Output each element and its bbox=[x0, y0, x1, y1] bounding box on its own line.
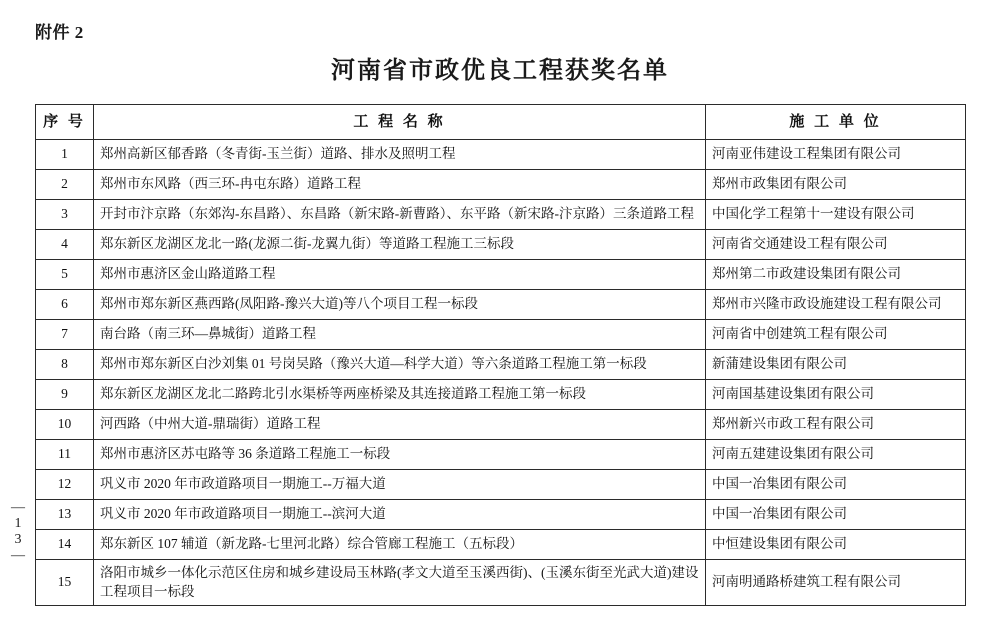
cell-project-name: 郑东新区龙湖区龙北二路跨北引水渠桥等两座桥梁及其连接道路工程施工第一标段 bbox=[94, 380, 706, 410]
table-row bbox=[36, 260, 966, 290]
cell-no: 11 bbox=[36, 440, 94, 470]
cell-construction-unit: 中恒建设集团有限公司 bbox=[706, 530, 966, 560]
cell-construction-unit: 中国一冶集团有限公司 bbox=[706, 470, 966, 500]
cell-no: 9 bbox=[36, 380, 94, 410]
table-row bbox=[36, 410, 966, 440]
page-number-char-3: — bbox=[11, 548, 25, 564]
cell-project-name: 郑州市东风路（西三环-冉屯东路）道路工程 bbox=[94, 170, 706, 200]
cell-no: 1 bbox=[36, 140, 94, 170]
page-number-char-2: 3 bbox=[14, 532, 22, 548]
cell-project-name: 巩义市 2020 年市政道路项目一期施工--万福大道 bbox=[94, 470, 706, 500]
cell-construction-unit: 河南亚伟建设工程集团有限公司 bbox=[706, 140, 966, 170]
cell-no: 14 bbox=[36, 530, 94, 560]
cell-construction-unit: 中国化学工程第十一建设有限公司 bbox=[706, 200, 966, 230]
column-header-project-name: 工 程 名 称 bbox=[94, 105, 706, 140]
cell-project-name: 郑州市惠济区苏屯路等 36 条道路工程施工一标段 bbox=[94, 440, 706, 470]
table-row bbox=[36, 380, 966, 410]
table-row bbox=[36, 470, 966, 500]
table-row bbox=[36, 320, 966, 350]
cell-construction-unit: 郑州市政集团有限公司 bbox=[706, 170, 966, 200]
cell-construction-unit: 河南省交通建设工程有限公司 bbox=[706, 230, 966, 260]
cell-no: 13 bbox=[36, 500, 94, 530]
column-header-no: 序 号 bbox=[36, 105, 94, 140]
cell-construction-unit: 中国一冶集团有限公司 bbox=[706, 500, 966, 530]
cell-project-name: 洛阳市城乡一体化示范区住房和城乡建设局玉林路(孝文大道至玉溪西街)、(玉溪东街至光武大道)建设工程项目一标段 bbox=[94, 560, 706, 606]
cell-project-name: 郑东新区龙湖区龙北一路(龙源二街-龙翼九街）等道路工程施工三标段 bbox=[94, 230, 706, 260]
table-row bbox=[36, 500, 966, 530]
cell-no: 12 bbox=[36, 470, 94, 500]
award-list-table bbox=[35, 104, 966, 606]
cell-no: 7 bbox=[36, 320, 94, 350]
cell-no: 2 bbox=[36, 170, 94, 200]
cell-construction-unit: 郑州市兴隆市政设施建设工程有限公司 bbox=[706, 290, 966, 320]
cell-construction-unit: 河南明通路桥建筑工程有限公司 bbox=[706, 560, 966, 606]
column-header-construction-unit: 施 工 单 位 bbox=[706, 105, 966, 140]
page-number-char-1: 1 bbox=[14, 516, 22, 532]
attachment-label: 附件 2 bbox=[35, 23, 84, 42]
cell-construction-unit: 新蒲建设集团有限公司 bbox=[706, 350, 966, 380]
cell-project-name: 南台路（南三环—鼻城街）道路工程 bbox=[94, 320, 706, 350]
page-title: 河南省市政优良工程获奖名单 bbox=[331, 58, 669, 84]
side-page-number bbox=[6, 500, 30, 564]
cell-construction-unit: 郑州第二市政建设集团有限公司 bbox=[706, 260, 966, 290]
table-row bbox=[36, 530, 966, 560]
cell-construction-unit: 河南省中创建筑工程有限公司 bbox=[706, 320, 966, 350]
table-row bbox=[36, 230, 966, 260]
table-header-row bbox=[36, 105, 966, 140]
cell-no: 10 bbox=[36, 410, 94, 440]
cell-no: 6 bbox=[36, 290, 94, 320]
cell-project-name: 郑州市郑东新区燕西路(凤阳路-豫兴大道)等八个项目工程一标段 bbox=[94, 290, 706, 320]
cell-project-name: 河西路（中州大道-鼎瑞街）道路工程 bbox=[94, 410, 706, 440]
cell-project-name: 郑州市郑东新区白沙刘集 01 号岗吴路（豫兴大道—科学大道）等六条道路工程施工第一标段 bbox=[94, 350, 706, 380]
cell-construction-unit: 郑州新兴市政工程有限公司 bbox=[706, 410, 966, 440]
cell-project-name: 巩义市 2020 年市政道路项目一期施工--滨河大道 bbox=[94, 500, 706, 530]
cell-no: 5 bbox=[36, 260, 94, 290]
cell-no: 15 bbox=[36, 560, 94, 606]
table-row bbox=[36, 350, 966, 380]
cell-project-name: 开封市汴京路（东郊沟-东昌路）、东昌路（新宋路-新曹路）、东平路（新宋路-汴京路）三条道路工程 bbox=[94, 200, 706, 230]
cell-no: 4 bbox=[36, 230, 94, 260]
table-row bbox=[36, 170, 966, 200]
cell-no: 3 bbox=[36, 200, 94, 230]
cell-project-name: 郑州高新区郁香路（冬青街-玉兰街）道路、排水及照明工程 bbox=[94, 140, 706, 170]
page-number-char-0: — bbox=[11, 500, 25, 515]
cell-no: 8 bbox=[36, 350, 94, 380]
cell-project-name: 郑州市惠济区金山路道路工程 bbox=[94, 260, 706, 290]
cell-project-name: 郑东新区 107 辅道（新龙路-七里河北路）综合管廊工程施工（五标段） bbox=[94, 530, 706, 560]
table-row bbox=[36, 290, 966, 320]
table-row bbox=[36, 560, 966, 606]
table-row bbox=[36, 440, 966, 470]
table-row bbox=[36, 140, 966, 170]
table-row bbox=[36, 200, 966, 230]
cell-construction-unit: 河南国基建设集团有限公司 bbox=[706, 380, 966, 410]
cell-construction-unit: 河南五建建设集团有限公司 bbox=[706, 440, 966, 470]
